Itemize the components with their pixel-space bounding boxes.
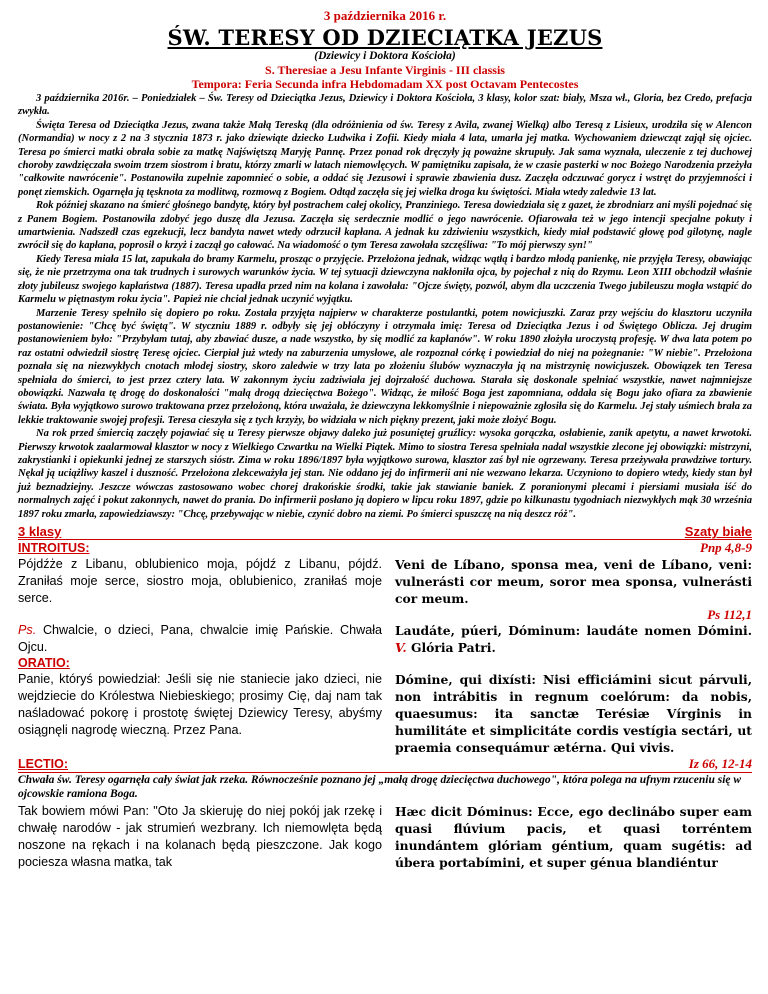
missal-page: [18, 8, 752, 871]
bio-paragraph: Święta Teresa od Dzieciątka Jezus, zwana także Małą Tereską (dla odróżnienia od św. Teresy z Avila, zwanej Wielką) albo Teresą z Lisieux, urodziła się w Alencon (Normandia) w nocy z 2 na 3 stycznia 1873 r. jako dziewiąte dziecko Ludwika i Zofii. Kiedy miała 4 lata, umarła jej matka. Wychowaniem dziewcząt zajął się ojciec. Teresa po śmierci matki obrała sobie za matkę Najświętszą Maryję Pannę. Przez ponad rok dręczyły ją poważne skrupuły. Jak sama wyznała, uleczenie z tej duchowej choroby zawdzięczała swoim trzem siostrom i bratu, którzy zmarli w latach niemowlęcych. W pamiętniku zapisała, że w czasie pasterki w noc Bożego Narodzenia przeżyła "całkowite nawrócenie". Postanowiła zupełnie zapomnieć o sobie, a oddać się Jezusowi i sprawie zbawienia dusz. Zaczęła odczuwać gorycz i wstręt do przyjemności i ponęt ziemskich. Ogarnęła ją tęsknota za modlitwą, rozmową z Bogiem. Odtąd zaczęła się jej wielka droga ku świętości. Miała wtedy zaledwie 13 lat.: [18, 119, 752, 198]
psalm-la-text: Laudáte, púeri, Dóminum: laudáte nomen Dómini.: [395, 623, 752, 638]
lectio-la: Hæc dicit Dóminus: Ecce, ego declinábo super eam quasi flúvium pacis, et quasi torréntem inundántem glóriam géntium, quam sugétis: ad úbera portabímini, et super génua blandiéntur: [395, 804, 752, 870]
gloria-patri: Glória Patri.: [410, 640, 496, 655]
lectio-header-row: [18, 756, 752, 773]
bio-paragraph: Kiedy Teresa miała 15 lat, zapukała do bramy Karmelu, prosząc o przyjęcie. Przełożona jednak, widząc wątłą i bardzo młodą panienkę, nie przyjęła Teresy, obawiając się, że nie przetrzyma ona tak trudnych i surowych warunków życia. W tej sytuacji dziewczyna nakłoniła ojca, by pojechał z nią do Rzymu. Leon XIII obchodził właśnie złoty jubileusz swojego kapłaństwa (1887). Teresa upadła przed nim na kolana i zawołała: "Ojcze święty, pozwól, abym dla uczczenia Twego jubileuszu mogła wstąpić do Karmelu w piętnastym roku życia". Papież nie chciał jednak uczynić wyjątku.: [18, 253, 752, 306]
lectio-text: [18, 803, 752, 871]
oratio-pl: Panie, któryś powiedział: Jeśli się nie staniecie jako dzieci, nie wejdziecie do Królestwa Niebieskiego; prosimy Cię, daj nam tak naśladować pokorę i prostotę świętej Dziewicy Teresy, abyśmy osiągnęli nagrodę wieczną. Przez Pana.: [18, 672, 382, 737]
biography: [18, 92, 752, 521]
oratio-header: [18, 656, 752, 671]
psalm-la: [395, 622, 752, 656]
page-title: ŚW. TERESY OD DZIECIĄTKA JEZUS: [167, 25, 603, 50]
lectio-ref: Iz 66, 12-14: [688, 756, 752, 771]
lectio-label: LECTIO:: [18, 757, 68, 771]
psalm-text: [18, 622, 752, 656]
psalm-pl: [18, 622, 382, 656]
oratio-la: Dómine, qui dixísti: Nisi efficiámini sicut párvuli, non intrábitis in regnum coelórum: da nobis, quaesumus: ita sanctæ Terésiæ Vírginis in humilitáte et simplicitáte cordis vestígia sectári, ut praemia consequámur ætérna. Qui vivis.: [395, 672, 752, 755]
oratio-text: [18, 671, 752, 756]
subtitle-la: S. Theresiae a Jesu Infante Virginis - III classis: [265, 63, 505, 77]
introitus-label: INTROITUS:: [18, 541, 90, 555]
page-date: 3 października 2016 r.: [323, 8, 447, 23]
tempora-line: Tempora: Feria Secunda infra Hebdomadam XX post Octavam Pentecostes: [191, 77, 579, 91]
versicle-mark: V.: [395, 640, 407, 655]
bio-paragraph: Rok później skazano na śmierć głośnego bandytę, który był postrachem całej okolicy, Pranziniego. Teresa dowiedziała się z gazet, że zbrodniarz ani myśli pojednać się z Panem Bogiem. Postanowiła zdobyć jego duszę dla Jezusa. Zaczęła się serdecznie modlić o jego nawrócenie. Ofiarowała też w jego intencji specjalne pokuty i umartwienia. Nadszedł czas egzekucji, lecz bandyta nawet wtedy odrzucił kapłana. A jednak ku zdziwieniu wszystkich, kiedy miał podstawić głowę pod gilotynę, nagle zwrócił się do kapłana, poprosił o krzyż i zaczął go całować. Na wiadomość o tym Teresa zawołała szczęśliwa: "To mój pierwszy syn!": [18, 200, 752, 252]
bio-paragraph: 3 października 2016r. – Poniedziałek – Św. Teresy od Dzieciątka Jezus, Dziewicy i Doktora Kościoła, 3 klasy, kolor szat: biały, Msza wł., Gloria, bez Credo, prefacja zwykła.: [18, 93, 752, 118]
subtitle-pl: (Dziewicy i Doktora Kościoła): [314, 50, 456, 62]
lectio-pl: Tak bowiem mówi Pan: "Oto Ja skieruję do niej pokój jak rzekę i chwałę narodów - jak strumień wezbrany. Ich niemowlęta będą noszone na rękach i na kolanach będą pieszczone. Jak kogo pociesza własna matka, tak: [18, 804, 382, 869]
bio-paragraph: Marzenie Teresy spełniło się dopiero po roku. Została przyjęta najpierw w charakterze postulantki, potem nowicjuszki. Zaraz przy wejściu do klasztoru uczyniła postanowienie: "Chcę być świętą". W styczniu 1889 r. odbyły się jej obłóczyny i otrzymała imię: Teresa od Dzieciątka Jezus i od Świętego Oblicza. Jej drugim postanowieniem było: "Przybyłam tutaj, aby zbawiać dusze, a nade wszystko, by się modlić za kapłanów". W roku 1890 złożyła uroczystą profesję. W dwa lata potem po raz ostatni odwiedził siostrę Teresę ojciec. Cierpiał już wtedy na zaburzenia umysłowe, ale rozpoznał córkę i powiedział do niej na pożegnanie: "W niebie". Przełożona poznała się na niezwykłych cnotach młodej siostry, skoro zaledwie w trzy lata po złożeniu ślubów wyznaczyła ją na mistrzynię nowicjuszek. Obowiązek ten Teresa spełniała do śmierci, to jest przez cztery lata. W zakonnym życiu zadziwiała jej dojrzałość duchowa. Starała się doskonale spełniać wszystkie, nawet najmniejsze obowiązki. Nazwała tę drogę do doskonałości "małą drogą dziecięctwa Bożego". Widząc, że miłość Boga jest zapomniana, oddała się Bogu jako ofiara za zbawienie świata. Była wyjątkowo surowo traktowana przez przełożoną, która uważała, że dziewczyna lekkomyślnie i niepoważnie zgłosiła się do Karmelu. Jej stały uśmiech brała za lekkie traktowanie swojej profesji. Teresa cieszyła się z tych krzyży, bo widziała w nich piękny prezent, jaki może złożyć Bogu.: [18, 307, 752, 426]
psalm-mark: Ps.: [18, 623, 37, 637]
vestment-color-label: Szaty białe: [684, 524, 752, 539]
introitus-pl: Pójdźże z Libanu, oblubienico moja, pójdź z Libanu, pójdź. Zraniłaś moje serce, siostro moja, oblubienico, zraniłaś moje serce.: [18, 557, 382, 605]
psalm-pl-text: Chwalcie, o dzieci, Pana, chwalcie imię Pańskie. Chwała Ojcu.: [18, 623, 383, 654]
introitus-header-row: [18, 540, 752, 556]
introitus-ref: Pnp 4,8-9: [700, 540, 752, 555]
introitus-text: [18, 556, 752, 607]
lectio-note: Chwała św. Teresy ogarnęła cały świat jak rzeka. Równocześnie poznano jej „małą drogę dziecięctwa duchowego", która polega na ufnym rzuceniu się w ojcowskie ramiona Boga.: [18, 774, 742, 800]
class-color-row: [18, 524, 752, 540]
bio-paragraph: Na rok przed śmiercią zaczęły pojawiać się u Teresy pierwsze objawy daleko już posuniętej gruźlicy: wysoka gorączka, osłabienie, zanik apetytu, a nawet krwotoki. Pierwszy krwotok zaalarmował klasztor w nocy z Wielkiego Czwartku na Wielki Piątek. Mimo to siostra Teresa spełniała nadal wszystkie zlecone jej obowiązki: mistrzyni, zakrystianki i opiekunki jednej ze starszych sióstr. Zima w roku 1896/1897 była wyjątkowo surowa, klasztor zaś był nie ogrzewany. Teresa przeżywała prawdziwe tortury. Nękał ją uciążliwy kaszel i duszność. Przełożona zlekceważyła jej stan. Nie oddano jej do infirmerii ani nie wezwano lekarza. Uczyniono to dopiero wtedy, kiedy stan był już beznadziejny. Jeszcze wówczas zastosowano wobec chorej drakońskie środki, takie jak stawianie baniek. Z poranionymi plecami i piersiami musiała iść do normalnych zajęć i pokut zakonnych, nawet do prania. Do infirmerii posłano ją dopiero w lipcu roku 1897, gdzie po kilkunastu tygodniach niezwykłych mąk 30 września 1897 roku zmarła, zapowiedziawszy: "Chcę, przebywając w niebie, czynić dobro na ziemi. Po śmierci spuszczę na nią deszcz róż".: [18, 428, 752, 520]
oratio-label: ORATIO:: [18, 656, 70, 670]
psalm-ref: Ps 112,1: [707, 607, 752, 622]
class-label: 3 klasy: [18, 524, 62, 539]
introitus-la: Veni de Líbano, sponsa mea, veni de Líbano, veni: vulnerásti cor meum, soror mea sponsa, vulnerásti cor meum.: [395, 557, 752, 606]
